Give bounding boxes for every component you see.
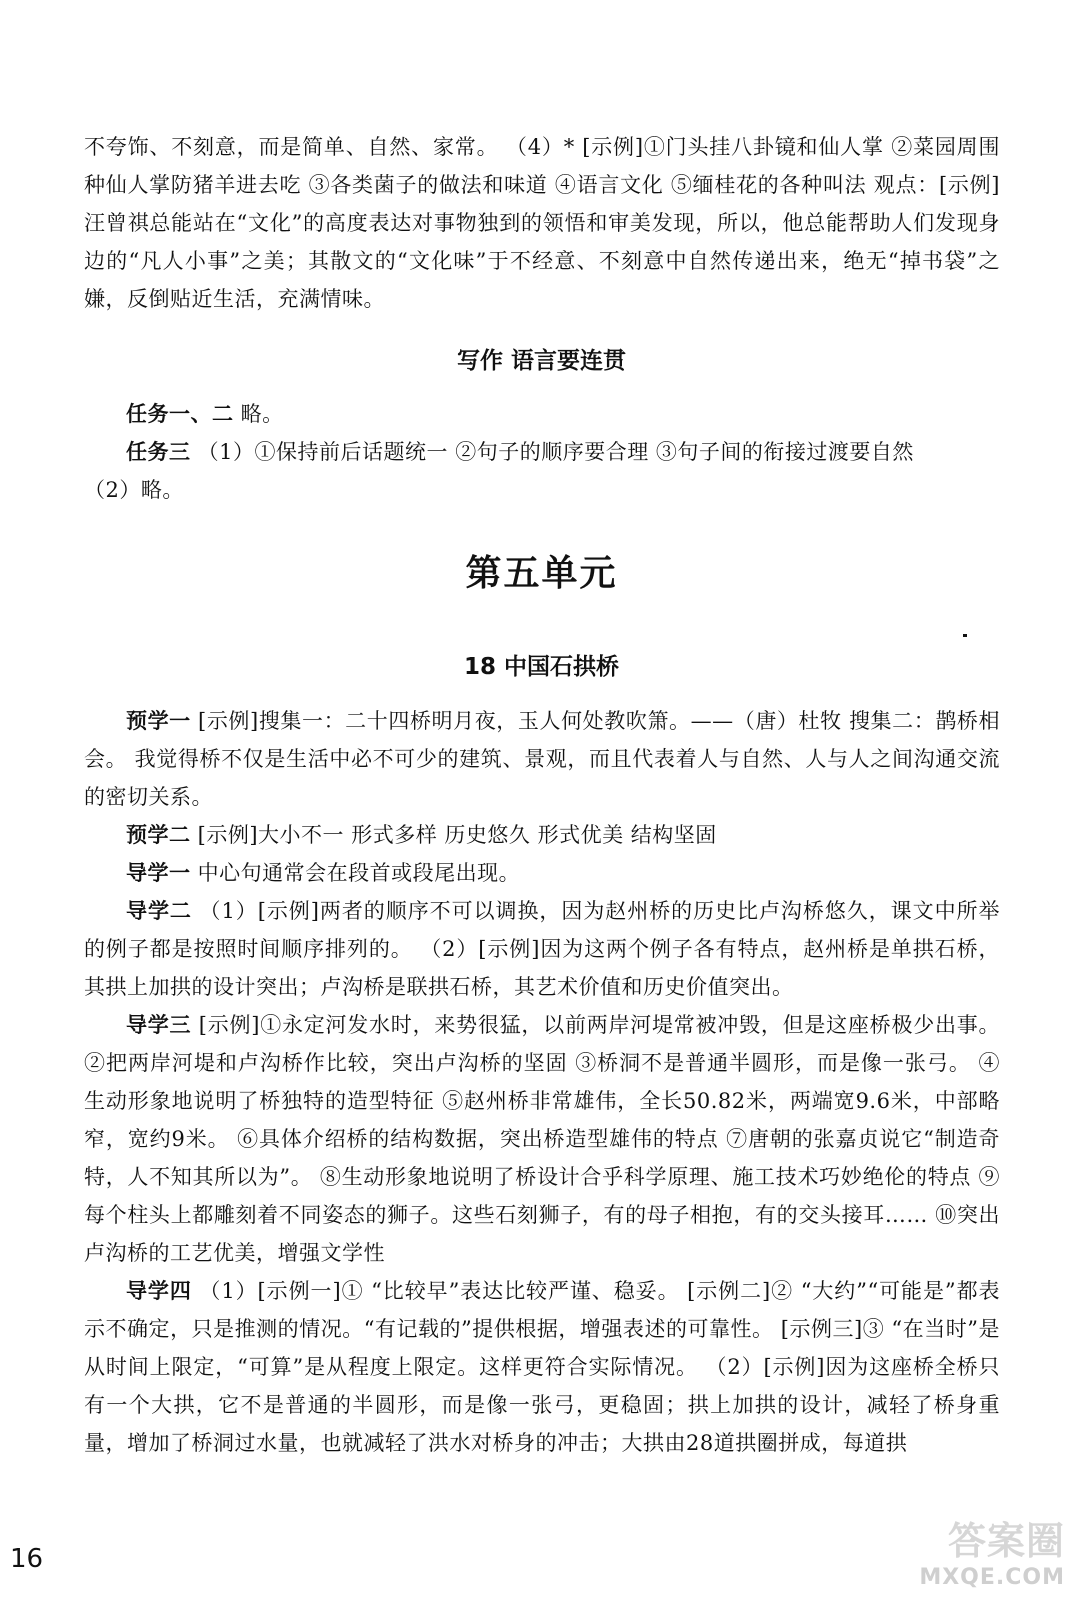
item-label: 导学一 bbox=[126, 861, 191, 885]
item-daoxue-1 bbox=[84, 854, 1000, 892]
intro-paragraph: 不夸饰、不刻意，而是简单、自然、家常。 （4）* [示例]①门头挂八卦镜和仙人掌 ②菜园周围种仙人掌防猪羊进去吃 ③各类菌子的做法和味道 ④语言文化 ⑤缅桂花的各种叫法 观点：[示例]汪曾祺总能站在“文化”的高度表达对事物独到的领悟和审美发现，所以，他总能帮助人们发现身边的“凡人小事”之美；其散文的“文化味”于不经意、不刻意中自然传递出来，绝无“掉书袋”之嫌，反倒贴近生活，充满情味。 bbox=[84, 135, 1000, 311]
scan-mark bbox=[963, 634, 967, 637]
task-3-label: 任务三 bbox=[126, 440, 191, 464]
writing-section-title: 写作 语言要连贯 bbox=[456, 348, 626, 374]
task-3-text: （1）①保持前后话题统一 ②句子的顺序要合理 ③句子间的衔接过渡要自然 bbox=[190, 440, 914, 464]
task-1-2-text: 略。 bbox=[233, 402, 284, 426]
item-daoxue-3 bbox=[84, 1006, 1000, 1272]
watermark-url: MXQE.COM bbox=[919, 1565, 1065, 1590]
watermark-logo: 答案圈 bbox=[947, 1519, 1065, 1563]
item-daoxue-2 bbox=[84, 892, 1000, 1006]
unit-title: 第五单元 bbox=[465, 552, 618, 594]
item-label: 导学二 bbox=[126, 899, 192, 923]
item-label: 导学四 bbox=[126, 1279, 192, 1303]
item-daoxue-4 bbox=[84, 1272, 1000, 1462]
item-text: （1）[示例一]① “比较早”表达比较严谨、稳妥。 [示例二]② “大约”“可能是”都表示不确定，只是推测的情况。“有记载的”提供根据，增强表述的可靠性。 [示例三]③ “在当时”是从时间上限定，“可算”是从程度上限定。这样更符合实际情况。 （2）[示例]因为这座桥全桥只有一个大拱，它不是普通的半圆形，而是像一张弓，更稳固；拱上加拱的设计，减轻了桥身重量，增加了桥洞过水量，也就减轻了洪水对桥身的冲击；大拱由28道拱圈拼成，每道拱 bbox=[84, 1279, 1001, 1455]
task-3 bbox=[84, 433, 1000, 471]
item-label: 预学一 bbox=[126, 709, 191, 733]
item-label: 预学二 bbox=[126, 823, 191, 847]
item-text: 中心句通常会在段首或段尾出现。 bbox=[190, 861, 521, 885]
item-yuxue-2 bbox=[84, 816, 1000, 854]
item-text: （1）[示例]两者的顺序不可以调换，因为赵州桥的历史比卢沟桥悠久，课文中所举的例子都是按照时间顺序排列的。 （2）[示例]因为这两个例子各有特点，赵州桥是单拱石桥，其拱上加拱的设计突出；卢沟桥是联拱石桥，其艺术价值和历史价值突出。 bbox=[84, 899, 1000, 999]
page-number: 16 bbox=[10, 1544, 44, 1574]
lesson-title: 18 中国石拱桥 bbox=[463, 654, 619, 680]
task-1-2 bbox=[84, 395, 1000, 433]
watermark bbox=[919, 1510, 1065, 1590]
item-yuxue-1 bbox=[84, 702, 1000, 816]
task-3-continuation: （2）略。 bbox=[84, 478, 184, 502]
item-label: 导学三 bbox=[126, 1013, 192, 1037]
item-text: [示例]搜集一：二十四桥明月夜，玉人何处教吹箫。——（唐）杜牧 搜集二：鹊桥相会。 我觉得桥不仅是生活中必不可少的建筑、景观，而且代表着人与自然、人与人之间沟通交流的密切关系。 bbox=[84, 709, 1001, 809]
task-1-2-label: 任务一、二 bbox=[126, 402, 234, 426]
item-text: [示例]①永定河发水时，来势很猛，以前两岸河堤常被冲毁，但是这座桥极少出事。 ②把两岸河堤和卢沟桥作比较，突出卢沟桥的坚固 ③桥洞不是普通半圆形，而是像一张弓。 ④生动形象地说明了桥独特的造型特征 ⑤赵州桥非常雄伟，全长50.82米，两端宽9.6米，中部略窄，宽约9米。 ⑥具体介绍桥的结构数据，突出桥造型雄伟的特点 ⑦唐朝的张嘉贞说它“制造奇特，人不知其所以为”。 ⑧生动形象地说明了桥设计合乎科学原理、施工技术巧妙绝伦的特点 ⑨每个柱头上都雕刻着不同姿态的狮子。这些石刻狮子，有的母子相抱，有的交头接耳…… ⑩突出卢沟桥的工艺优美，增强文学性 bbox=[84, 1013, 1001, 1265]
item-text: [示例]大小不一 形式多样 历史悠久 形式优美 结构坚固 bbox=[190, 823, 717, 847]
